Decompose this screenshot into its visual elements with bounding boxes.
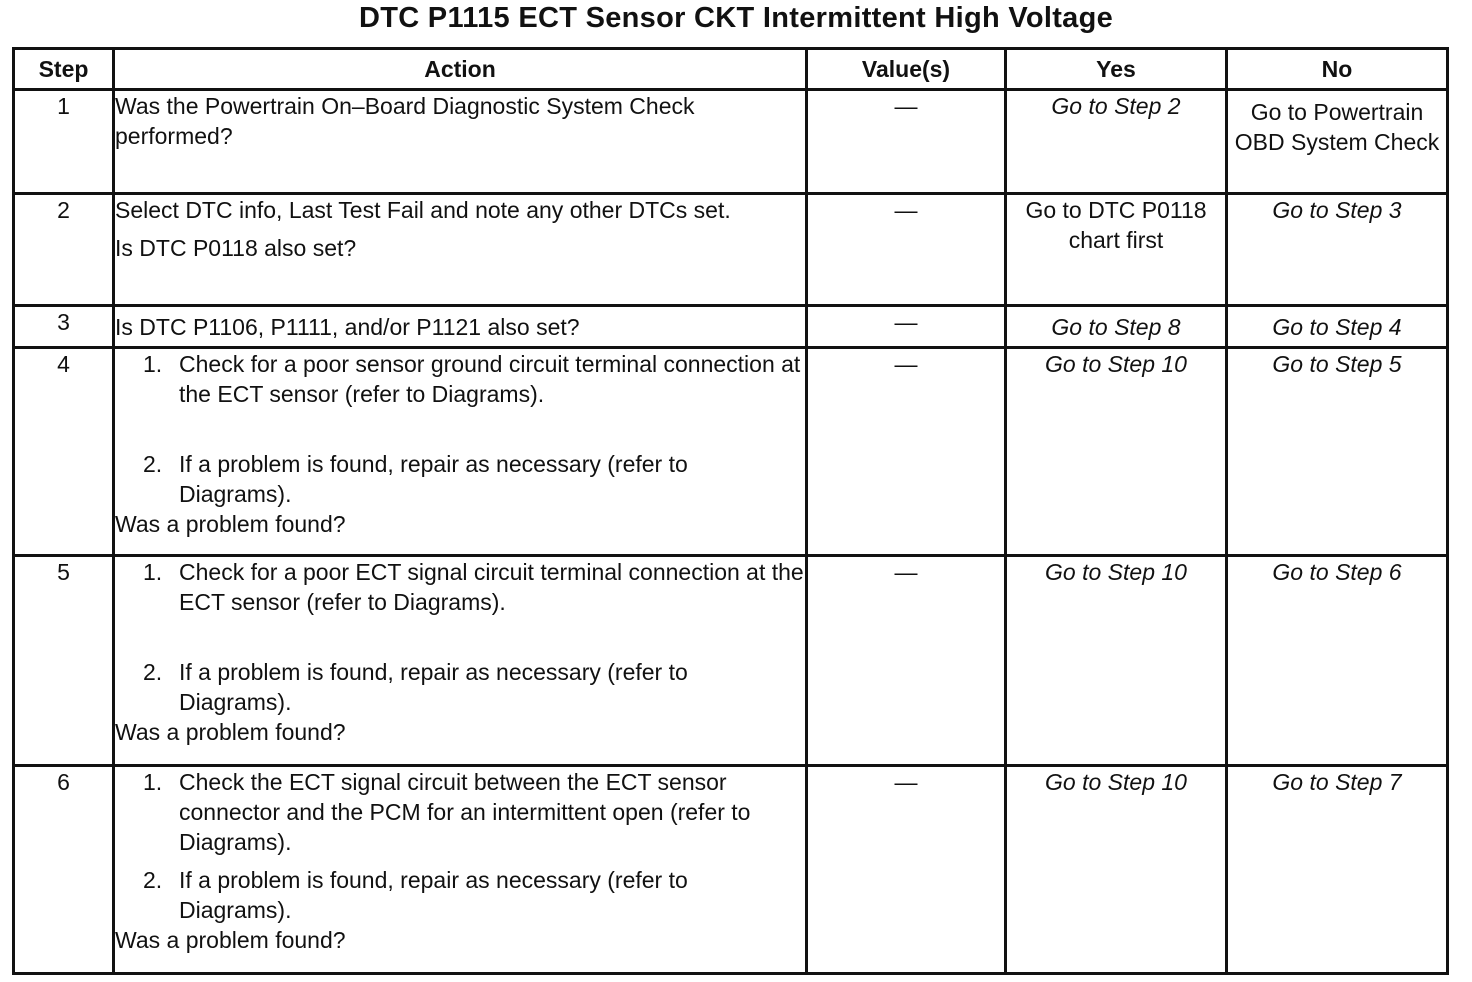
substep-number: 2. bbox=[143, 867, 163, 893]
yes-cell: Go to Step 8 bbox=[1006, 306, 1227, 348]
diagnostic-table bbox=[12, 47, 1449, 975]
table-row bbox=[14, 556, 1448, 766]
substep-list bbox=[115, 349, 805, 509]
action-cell bbox=[114, 194, 807, 306]
step-number: 2 bbox=[14, 194, 114, 306]
list-item bbox=[143, 449, 805, 509]
substep-text: If a problem is found, repair as necessary (refer to Diagrams). bbox=[179, 659, 688, 715]
no-cell: Go to Step 6 bbox=[1227, 556, 1448, 766]
action-cell bbox=[114, 90, 807, 194]
action-text: Select DTC info, Last Test Fail and note any other DTCs set. bbox=[115, 197, 731, 223]
yes-cell: Go to Step 10 bbox=[1006, 556, 1227, 766]
step-number: 1 bbox=[14, 90, 114, 194]
action-cell bbox=[114, 556, 807, 766]
no-cell: Go to Powertrain OBD System Check bbox=[1227, 90, 1448, 194]
substep-text: Check for a poor ECT signal circuit terminal connection at the ECT sensor (refer to Diagrams). bbox=[179, 559, 804, 615]
list-item bbox=[143, 657, 805, 717]
action-cell bbox=[114, 348, 807, 556]
action-question: Is DTC P0118 also set? bbox=[115, 235, 357, 261]
table-row bbox=[14, 90, 1448, 194]
substep-number: 2. bbox=[143, 659, 163, 685]
header-step: Step bbox=[14, 49, 114, 90]
table-row bbox=[14, 348, 1448, 556]
value-cell: — bbox=[807, 766, 1006, 974]
value-cell: — bbox=[807, 194, 1006, 306]
page-title: DTC P1115 ECT Sensor CKT Intermittent High Voltage bbox=[358, 2, 1114, 34]
substep-number: 1. bbox=[143, 351, 163, 377]
action-question: Was a problem found? bbox=[115, 719, 346, 745]
header-yes: Yes bbox=[1006, 49, 1227, 90]
action-question: Was a problem found? bbox=[115, 511, 346, 537]
substep-number: 2. bbox=[143, 451, 163, 477]
value-cell: — bbox=[807, 90, 1006, 194]
step-number: 3 bbox=[14, 306, 114, 348]
yes-cell: Go to Step 2 bbox=[1006, 90, 1227, 194]
substep-text: If a problem is found, repair as necessary (refer to Diagrams). bbox=[179, 867, 688, 923]
value-cell: — bbox=[807, 306, 1006, 348]
value-cell: — bbox=[807, 556, 1006, 766]
yes-cell: Go to Step 10 bbox=[1006, 766, 1227, 974]
substep-number: 1. bbox=[143, 769, 163, 795]
header-no: No bbox=[1227, 49, 1448, 90]
header-action: Action bbox=[114, 49, 807, 90]
step-number: 4 bbox=[14, 348, 114, 556]
step-number: 5 bbox=[14, 556, 114, 766]
action-text: Is DTC P1106, P1111, and/or P1121 also set? bbox=[115, 313, 580, 340]
header-values: Value(s) bbox=[807, 49, 1006, 90]
no-cell: Go to Step 5 bbox=[1227, 348, 1448, 556]
substep-number: 1. bbox=[143, 559, 163, 585]
table-row bbox=[14, 766, 1448, 974]
action-text: Was the Powertrain On–Board Diagnostic System Check performed? bbox=[115, 93, 695, 149]
substep-text: If a problem is found, repair as necessary (refer to Diagrams). bbox=[179, 451, 688, 507]
action-cell bbox=[114, 306, 807, 348]
action-question: Was a problem found? bbox=[115, 927, 346, 953]
header-row bbox=[14, 49, 1448, 90]
no-cell: Go to Step 7 bbox=[1227, 766, 1448, 974]
table-row bbox=[14, 306, 1448, 348]
list-item bbox=[143, 557, 805, 617]
value-cell: — bbox=[807, 348, 1006, 556]
list-item bbox=[143, 767, 805, 857]
substep-list bbox=[115, 557, 805, 717]
action-cell bbox=[114, 766, 807, 974]
table-row bbox=[14, 194, 1448, 306]
substep-text: Check for a poor sensor ground circuit terminal connection at the ECT sensor (refer to Diagrams). bbox=[179, 351, 801, 407]
substep-list bbox=[115, 767, 805, 925]
yes-cell: Go to Step 10 bbox=[1006, 348, 1227, 556]
step-number: 6 bbox=[14, 766, 114, 974]
list-item bbox=[143, 349, 805, 409]
no-cell: Go to Step 4 bbox=[1227, 306, 1448, 348]
yes-cell: Go to DTC P0118 chart first bbox=[1006, 194, 1227, 306]
list-item bbox=[143, 865, 805, 925]
substep-text: Check the ECT signal circuit between the ECT sensor connector and the PCM for an intermittent open (refer to Diagrams). bbox=[179, 769, 751, 855]
no-cell: Go to Step 3 bbox=[1227, 194, 1448, 306]
